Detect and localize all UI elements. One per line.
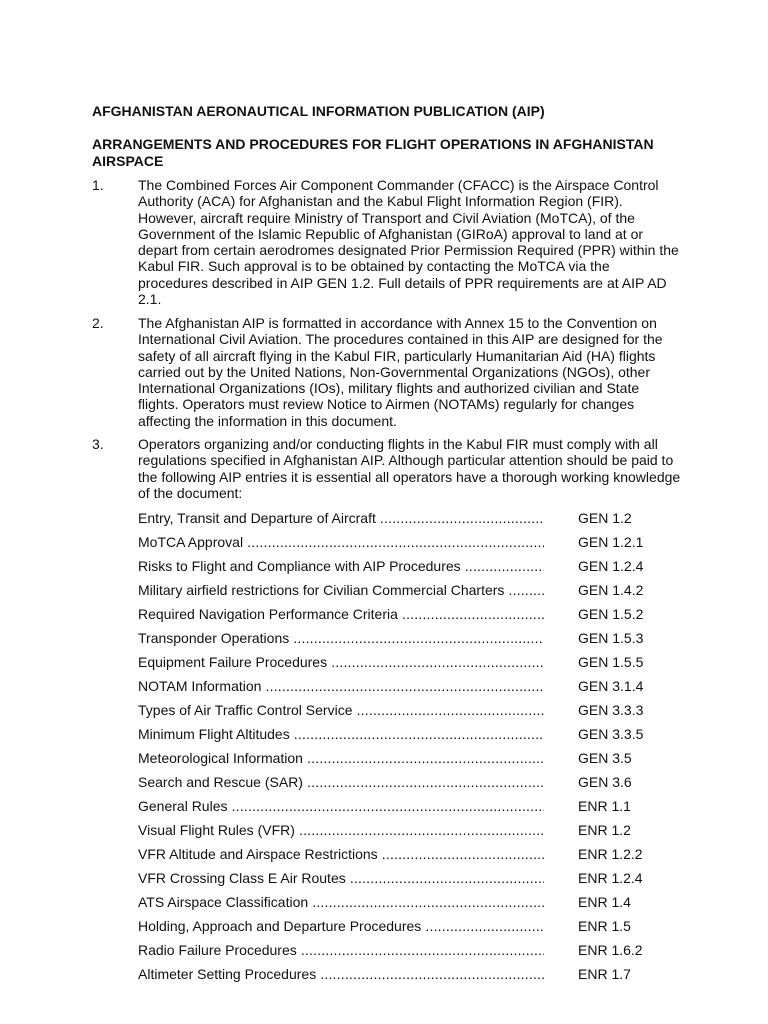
list-item xyxy=(138,918,658,942)
list-item xyxy=(138,942,658,966)
list-item xyxy=(138,702,658,726)
entry-label: VFR Altitude and Airspace Restrictions ..... xyxy=(138,846,544,862)
entry-label: Meteorological Information ..... xyxy=(138,750,544,766)
paragraph-number: 1. xyxy=(92,177,104,193)
entry-label: ATS Airspace Classification ..... xyxy=(138,894,544,910)
list-item xyxy=(138,582,658,606)
entry-reference: GEN 1.2 xyxy=(578,510,632,526)
entry-reference: GEN 1.5.3 xyxy=(578,630,644,646)
entry-label: Radio Failure Procedures ..... xyxy=(138,942,544,958)
document-title: AFGHANISTAN AERONAUTICAL INFORMATION PUBLICATION (AIP) xyxy=(92,103,545,119)
entry-reference: GEN 1.5.2 xyxy=(578,606,644,622)
entry-label: Required Navigation Performance Criteria ..... xyxy=(138,606,544,622)
list-item xyxy=(138,534,658,558)
list-item xyxy=(138,966,658,990)
entry-label: Minimum Flight Altitudes ..... xyxy=(138,726,544,742)
entry-label: Risks to Flight and Compliance with AIP Procedures ..... xyxy=(138,558,544,574)
entry-label: Military airfield restrictions for Civilian Commercial Charters ..... xyxy=(138,582,544,598)
list-item xyxy=(138,678,658,702)
entry-label: Types of Air Traffic Control Service ..... xyxy=(138,702,544,718)
list-item xyxy=(138,798,658,822)
entry-reference: GEN 1.5.5 xyxy=(578,654,644,670)
entry-label: Holding, Approach and Departure Procedures ..... xyxy=(138,918,544,934)
entry-reference: GEN 1.4.2 xyxy=(578,582,644,598)
list-item xyxy=(138,750,658,774)
list-item xyxy=(138,654,658,678)
entry-label: Equipment Failure Procedures ..... xyxy=(138,654,544,670)
entry-reference: ENR 1.6.2 xyxy=(578,942,643,958)
list-item xyxy=(138,510,658,534)
paragraph-number: 2. xyxy=(92,315,104,331)
paragraph-3 xyxy=(92,436,682,501)
aip-reference-list xyxy=(138,510,658,990)
paragraph-text: The Afghanistan AIP is formatted in accordance with Annex 15 to the Convention on International Civil Aviation. The procedures contained in this AIP are designed for the safety of all aircraft flying in the Kabul FIR, particularly Humanitarian Aid (HA) flights carried out by the United Nations, Non-Governmental Organizations (NGOs), other International Organizations (IOs), military flights and authorized civilian and State flights. Operators must review Notice to Airmen (NOTAMs) regularly for changes affecting the information in this document. xyxy=(138,315,663,429)
entry-reference: GEN 1.2.1 xyxy=(578,534,644,550)
entry-reference: ENR 1.5 xyxy=(578,918,631,934)
list-item xyxy=(138,846,658,870)
paragraph-text: Operators organizing and/or conducting flights in the Kabul FIR must comply with all regulations specified in Afghanistan AIP. Although particular attention should be paid to the following AIP entries it is essential all operators have a thorough working knowledge of the document: xyxy=(138,436,681,501)
entry-reference: ENR 1.2.2 xyxy=(578,846,643,862)
list-item xyxy=(138,630,658,654)
paragraph-text: The Combined Forces Air Component Commander (CFACC) is the Airspace Control Authority (ACA) for Afghanistan and the Kabul Flight Information Region (FIR). However, aircraft require Ministry of Transport and Civil Aviation (MoTCA), of the Government of the Islamic Republic of Afghanistan (GIRoA) approval to land at or depart from certain aerodromes designated Prior Permission Required (PPR) within the Kabul FIR. Such approval is to be obtained by contacting the MoTCA via the procedures described in AIP GEN 1.2. Full details of PPR requirements are at AIP AD 2.1. xyxy=(138,177,679,308)
list-item xyxy=(138,894,658,918)
entry-label: Altimeter Setting Procedures ..... xyxy=(138,966,544,982)
entry-label: MoTCA Approval ..... xyxy=(138,534,544,550)
entry-reference: ENR 1.2.4 xyxy=(578,870,643,886)
document-subtitle: ARRANGEMENTS AND PROCEDURES FOR FLIGHT OPERATIONS IN AFGHANISTAN AIRSPACE xyxy=(92,136,654,169)
entry-reference: ENR 1.2 xyxy=(578,822,631,838)
entry-label: VFR Crossing Class E Air Routes ..... xyxy=(138,870,544,886)
list-item xyxy=(138,822,658,846)
list-item xyxy=(138,774,658,798)
entry-reference: GEN 3.3.5 xyxy=(578,726,644,742)
entry-reference: ENR 1.4 xyxy=(578,894,631,910)
entry-reference: ENR 1.1 xyxy=(578,798,631,814)
entry-label: Search and Rescue (SAR) ..... xyxy=(138,774,544,790)
list-item xyxy=(138,558,658,582)
list-item xyxy=(138,870,658,894)
entry-reference: GEN 3.3.3 xyxy=(578,702,644,718)
entry-label: NOTAM Information ..... xyxy=(138,678,544,694)
entry-label: Transponder Operations ..... xyxy=(138,630,544,646)
paragraph-2 xyxy=(92,315,682,429)
entry-label: Entry, Transit and Departure of Aircraft ..... xyxy=(138,510,544,526)
entry-reference: GEN 1.2.4 xyxy=(578,558,644,574)
list-item xyxy=(138,726,658,750)
entry-reference: GEN 3.1.4 xyxy=(578,678,644,694)
paragraph-1 xyxy=(92,177,682,307)
entry-reference: GEN 3.5 xyxy=(578,750,632,766)
list-item xyxy=(138,606,658,630)
entry-reference: GEN 3.6 xyxy=(578,774,632,790)
paragraph-number: 3. xyxy=(92,436,104,452)
entry-reference: ENR 1.7 xyxy=(578,966,631,982)
entry-label: Visual Flight Rules (VFR) ..... xyxy=(138,822,544,838)
entry-label: General Rules ..... xyxy=(138,798,544,814)
